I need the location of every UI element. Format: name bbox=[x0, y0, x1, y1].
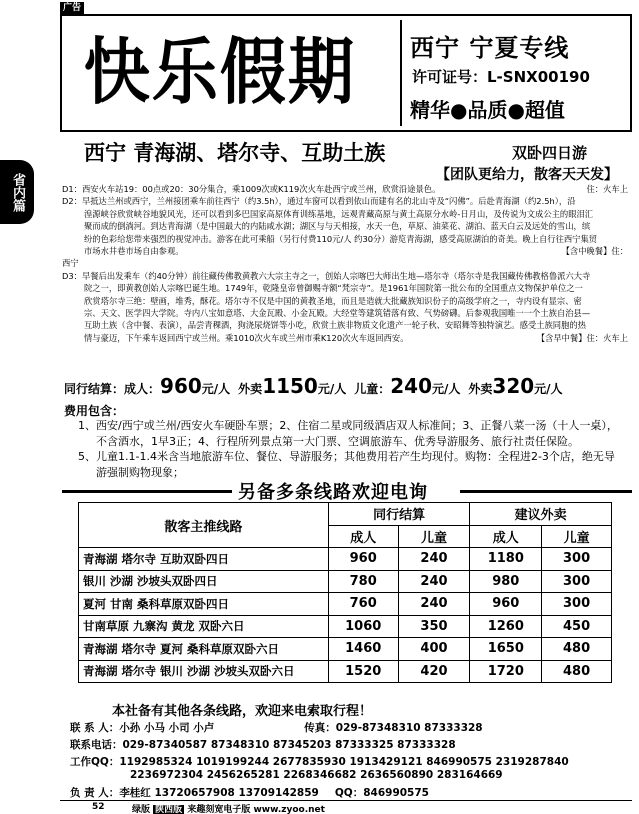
route-name: 银川 沙湖 沙坡头双卧四日 bbox=[79, 570, 329, 593]
magazine-region: 陕西版 bbox=[155, 805, 183, 814]
table-row bbox=[79, 570, 612, 593]
itinerary-line bbox=[62, 282, 628, 294]
magazine-site: 来趣刻宽电子版 www.zyoo.net bbox=[187, 805, 325, 814]
itinerary-text: 院之一，即黄教创始人宗喀巴诞生地。1749年，乾隆皇帝曾御赐寺额“梵宗寺”。是1961年国院第一批公布的全国重点文物保护单位之一 bbox=[84, 283, 583, 294]
itinerary-line bbox=[62, 183, 628, 195]
retail-price-header: 建议外卖 bbox=[470, 503, 612, 526]
routes-table bbox=[78, 502, 612, 683]
itinerary-text: D1：西安火车站19：00点或20：30分集合，乘1009次或K119次火车赴西宁或兰州，欣赏沿途景色。 bbox=[62, 184, 441, 194]
itinerary-line bbox=[62, 257, 628, 269]
retail-child: 480 bbox=[542, 660, 612, 683]
adult-label: 成人： bbox=[124, 382, 161, 396]
adult-sale-price: 1150 bbox=[262, 374, 318, 398]
fax-label: 传真： bbox=[304, 722, 336, 734]
itinerary-line bbox=[62, 245, 628, 257]
route-slogan: 【团队更给力，散客天天发】 bbox=[436, 167, 618, 183]
retail-child: 300 bbox=[542, 570, 612, 593]
peer-adult: 760 bbox=[328, 593, 398, 616]
table-row bbox=[79, 638, 612, 661]
contact-qq-row bbox=[70, 754, 630, 769]
sale-label: 外卖 bbox=[238, 382, 263, 396]
itinerary-line bbox=[62, 270, 628, 282]
boss-qq-label: QQ： bbox=[334, 787, 364, 799]
contact-phone-row bbox=[70, 737, 630, 752]
itinerary-lodging: 住：火车上 bbox=[586, 184, 628, 194]
retail-child: 300 bbox=[542, 593, 612, 616]
ad-tag: 广告 bbox=[60, 2, 84, 15]
banner-rule bbox=[460, 490, 632, 493]
phone-numbers: 029-87340587 87348310 87345203 87333325 87333328 bbox=[122, 739, 456, 751]
fee-line: 游强制购物现象； bbox=[96, 465, 184, 479]
table-row bbox=[79, 660, 612, 683]
peer-adult: 1460 bbox=[328, 638, 398, 661]
retail-adult: 1260 bbox=[470, 615, 542, 638]
itinerary-text: D2：早抵达兰州或西宁，兰州接团乘车前往西宁（约3.5h），通过车窗可以看到依山而建有名的北山寺及“闪佛”。后赴青海湖（约2.5h），沿 bbox=[62, 196, 576, 207]
fees-body bbox=[78, 418, 630, 480]
price-label: 同行结算： bbox=[64, 382, 125, 396]
peer-adult: 1520 bbox=[328, 660, 398, 683]
license-number: 许可证号：L-SNX00190 bbox=[412, 68, 590, 86]
route-name: 甘南草原 九寨沟 黄龙 双卧六日 bbox=[79, 615, 329, 638]
itinerary-line bbox=[62, 208, 628, 220]
fee-line: 不含酒水，1早3正；4、行程所列景点第一大门票、空调旅游车、优秀导游服务、旅行社责任保险。 bbox=[96, 434, 579, 448]
itinerary-text: 西宁 bbox=[62, 258, 79, 269]
price-unit: 元/人 bbox=[432, 382, 461, 396]
itinerary-lodging: 【含早中餐】住：火车上 bbox=[536, 332, 628, 343]
child-header: 儿童 bbox=[542, 525, 612, 548]
adult-header: 成人 bbox=[328, 525, 398, 548]
itinerary-text: 纷的色彩给您带来强烈的视觉冲击。游客在此可乘船（另行付费110元/人 约30分）游览青海湖，感受高原湖泊的奇美。晚上自行往西宁集贸 bbox=[84, 233, 598, 244]
footer-banner: 本社备有其他各条线路，欢迎来电索取行程！ bbox=[112, 704, 373, 719]
retail-child: 480 bbox=[542, 638, 612, 661]
peer-child: 240 bbox=[398, 570, 470, 593]
brand-line: 西宁 宁夏专线 bbox=[410, 34, 570, 62]
retail-adult: 1720 bbox=[470, 660, 542, 683]
route-name: 夏河 甘南 桑科草原双卧四日 bbox=[79, 593, 329, 616]
itinerary-line bbox=[62, 332, 628, 344]
retail-adult: 1650 bbox=[470, 638, 542, 661]
retail-child: 450 bbox=[542, 615, 612, 638]
contact-boss-row bbox=[70, 785, 630, 800]
itinerary-line bbox=[62, 220, 628, 232]
table-row bbox=[79, 548, 612, 571]
peer-child: 350 bbox=[398, 615, 470, 638]
peer-child: 400 bbox=[398, 638, 470, 661]
route-title: 西宁 青海湖、塔尔寺、互助土族 bbox=[84, 141, 386, 165]
bottom-rule bbox=[60, 800, 632, 801]
route-name: 青海湖 塔尔寺 互助双卧四日 bbox=[79, 548, 329, 571]
price-unit: 元/人 bbox=[201, 382, 231, 396]
itinerary-text: 湟源峡谷欣赏峡谷地貌风光，还可以看到多巴国家高原体育训练基地，远观青藏高原与黄土高原分水岭-日月山，及传说为文成公主的眼泪汇 bbox=[84, 208, 594, 219]
route-name: 青海湖 塔尔寺 银川 沙湖 沙坡头双卧六日 bbox=[79, 660, 329, 683]
itinerary-line bbox=[62, 307, 628, 319]
itinerary-line bbox=[62, 233, 628, 245]
contact-people-row bbox=[70, 720, 630, 735]
itinerary-lodging: 【含中晚餐】住： bbox=[561, 246, 628, 257]
retail-adult: 960 bbox=[470, 593, 542, 616]
child-label: 儿童： bbox=[354, 382, 391, 396]
table-row bbox=[79, 593, 612, 616]
peer-adult: 780 bbox=[328, 570, 398, 593]
itinerary-line bbox=[62, 295, 628, 307]
itinerary-text: 情与豪迈，下午乘车返回西宁或兰州。乘1010次火车或兰州市乘K120次火车返回西安。 bbox=[84, 332, 409, 343]
retail-adult: 1180 bbox=[470, 548, 542, 571]
tagline: 精华●品质●超值 bbox=[410, 98, 565, 122]
peer-child: 420 bbox=[398, 660, 470, 683]
header-divider bbox=[400, 20, 402, 126]
itinerary-line bbox=[62, 195, 628, 207]
contact-people-label: 联 系 人： bbox=[70, 722, 120, 734]
itinerary bbox=[62, 183, 628, 344]
peer-adult: 960 bbox=[328, 548, 398, 571]
fees-heading: 费用包含： bbox=[64, 404, 125, 418]
more-routes-banner: 另备多条线路欢迎电询 bbox=[238, 482, 428, 503]
magazine-edition: 绿版 bbox=[132, 805, 151, 814]
section-tab: 省内篇 bbox=[0, 160, 34, 224]
route-name: 青海湖 塔尔寺 夏河 桑科草原双卧六日 bbox=[79, 638, 329, 661]
qq-numbers: 2236972304 2456265281 2268346682 2636560890 283164669 bbox=[130, 769, 503, 781]
magazine-footer bbox=[132, 802, 325, 814]
child-price: 240 bbox=[390, 374, 433, 398]
boss-qq: 846990575 bbox=[363, 787, 429, 799]
banner-rule bbox=[62, 490, 232, 493]
agency-title: 快乐假期 bbox=[83, 29, 356, 114]
adult-price: 960 bbox=[160, 374, 202, 398]
itinerary-text: 宗、天文、医学四大学院。寺内八宝如意塔、大金瓦殿、小金瓦殿。大经堂等建筑错落有致、气势磅礴。后参观我国唯一一个土族自治县— bbox=[84, 308, 591, 319]
peer-adult: 1060 bbox=[328, 615, 398, 638]
contact-people: 小孙 小马 小司 小卢 bbox=[119, 722, 215, 734]
peer-child: 240 bbox=[398, 548, 470, 571]
itinerary-text: 互助土族（含中餐、表演），品尝青稞酒，狗浇尿烧饼等小吃，欣赏土族非物质文化遗产一轮子秋、安昭舞等独特演艺。感受土族同胞的热 bbox=[84, 320, 586, 331]
boss-contact: 李桂红 13720657908 13709142859 bbox=[119, 787, 319, 799]
phone-label: 联系电话： bbox=[70, 739, 123, 751]
adult-header: 成人 bbox=[470, 525, 542, 548]
qq-label: 工作QQ： bbox=[70, 756, 120, 768]
child-header: 儿童 bbox=[398, 525, 470, 548]
fee-line: 5、儿童1.1-1.4米含当地旅游车位、餐位、导游服务；其他费用若产生均现付。购物：全程进2-3个店，绝无导 bbox=[78, 450, 615, 463]
route-column-header: 散客主推线路 bbox=[79, 503, 329, 548]
route-days: 双卧四日游 bbox=[512, 144, 588, 162]
peer-child: 240 bbox=[398, 593, 470, 616]
price-unit: 元/人 bbox=[534, 382, 563, 396]
child-sale-price: 320 bbox=[492, 374, 535, 398]
price-line bbox=[64, 374, 563, 398]
retail-child: 300 bbox=[542, 548, 612, 571]
qq-numbers: 1192985324 1019199244 2677835930 1913429121 846990575 2319287840 bbox=[119, 756, 569, 768]
page-number: 52 bbox=[92, 802, 105, 812]
fax-number: 029-87348310 87333328 bbox=[335, 722, 483, 734]
itinerary-text: 聚而成的倒淌河。到达青海湖（是中国最大的内陆咸水湖；湖区与与天相接，水天一色，草原、油菜花、湖泊、蓝天白云及远处的雪山，缤 bbox=[84, 221, 591, 232]
table-row bbox=[79, 615, 612, 638]
itinerary-line bbox=[62, 319, 628, 331]
itinerary-text: D3：早餐后出发乘车（约40分钟）前往藏传佛教黄教六大宗主寺之一，创始人宗喀巴大师出生地—塔尔寺（塔尔寺是我国藏传佛教格鲁派六大寺 bbox=[62, 270, 591, 281]
itinerary-text: 欣赏塔尔寺三绝：壁画，堆秀，酥花。塔尔寺不仅是中国的黄教圣地，而且是造就大批藏族知识份子的高级学府之一，寺内设有显宗、密 bbox=[84, 295, 582, 306]
contact-qq-row-2 bbox=[70, 769, 630, 781]
peer-price-header: 同行结算 bbox=[328, 503, 470, 526]
child-sale-label: 外卖 bbox=[468, 382, 493, 396]
itinerary-text: 市场水井巷市场自由参观。 bbox=[84, 246, 184, 257]
fee-line: 1、西安/西宁或兰州/西安火车硬卧车票；2、住宿二星或同级酒店双人标准间；3、正餐八菜一汤（十人一桌）， bbox=[78, 419, 618, 432]
price-unit: 元/人 bbox=[317, 382, 347, 396]
boss-label: 负 责 人： bbox=[70, 787, 120, 799]
retail-adult: 980 bbox=[470, 570, 542, 593]
